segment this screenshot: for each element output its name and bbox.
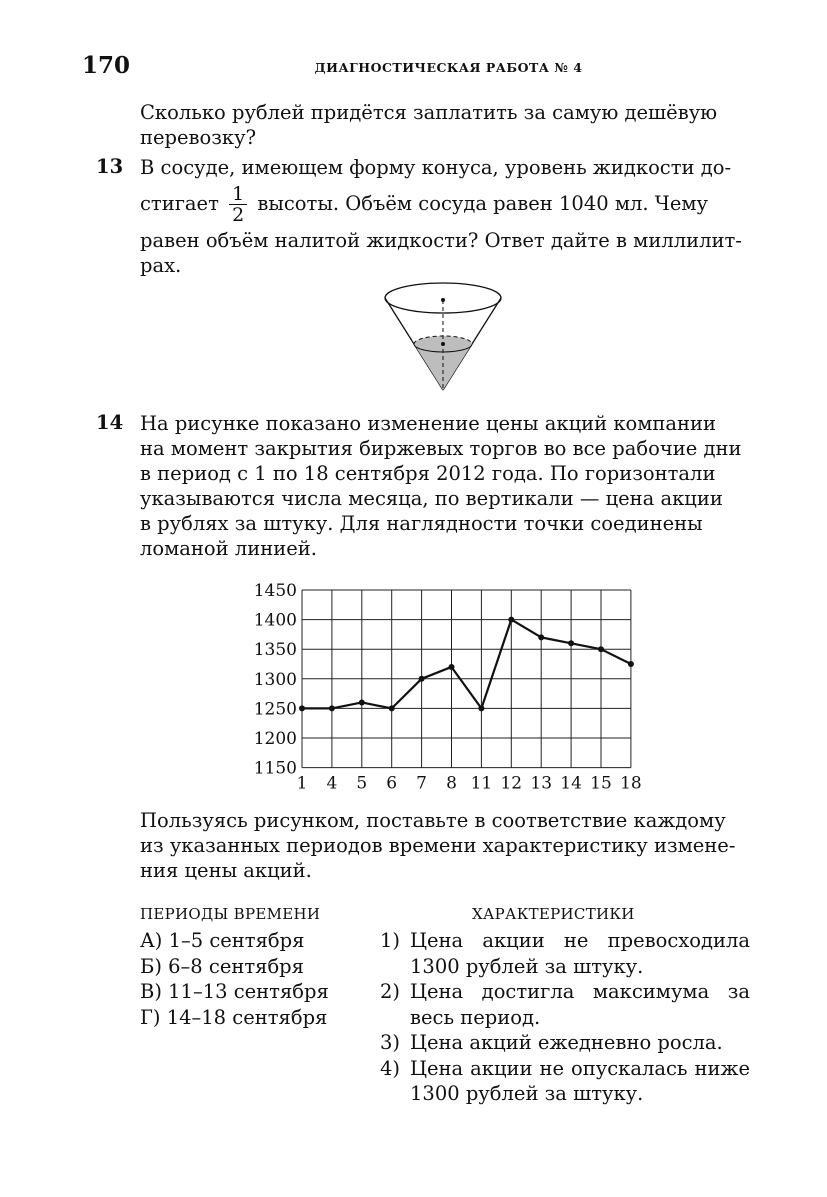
q12-line-1: Сколько рублей придётся заплатить за самую дешёвую [140,101,718,124]
q13-line-2-start: стигает [140,192,219,215]
characteristic-2-line-2: весь период. [410,1005,541,1029]
q14-line-5: в рублях за штуку. Для наглядности точки соединены [140,512,703,535]
x-tick-label: 8 [446,773,457,794]
data-point [449,664,455,670]
q13-text [140,155,750,278]
q14-after-line-1: Пользуясь рисунком, поставьте в соответствие каждому [140,809,726,832]
q14-after-line-3: ния цены акций. [140,859,312,882]
characteristic-3-number: 3) [380,1031,401,1054]
characteristic-1-line-2: 1300 рублей за штуку. [410,954,644,978]
periods-list [140,928,329,1030]
characteristic-1-number: 1) [380,929,401,952]
x-tick-label: 14 [560,773,582,794]
apex-top-point [441,298,445,302]
characteristic-1-line-1: Цена акции не превосходила [410,929,750,952]
data-point [598,646,604,652]
q14-instruction [140,808,750,883]
period-d: Г) 14–18 сентября [140,1005,328,1029]
data-point [628,661,634,667]
q12-line-2: перевозку? [140,126,257,149]
cone-figure [380,280,510,395]
q14-number: 14 [96,411,124,434]
data-point [508,617,514,623]
x-tick-label: 5 [356,773,368,794]
data-point [329,705,335,711]
q13-line-1: В сосуде, имеющем форму конуса, уровень жидкости до- [140,156,732,179]
characteristics-header: ХАРАКТЕРИСТИКИ [472,905,635,923]
period-c: В) 11–13 сентября [140,980,329,1003]
page-number: 170 [82,52,131,79]
period-a: А) 1–5 сентября [140,929,305,952]
y-tick-label: 1400 [253,610,297,631]
q14-after-line-2: из указанных периодов времени характеристику измене- [140,834,736,857]
period-b: Б) 6–8 сентября [140,954,304,978]
fraction-denominator: 2 [232,204,245,226]
characteristic-1 [380,928,750,979]
q13-line-2 [140,184,750,225]
y-tick-label: 1200 [253,729,297,749]
y-tick-label: 1450 [253,581,297,601]
characteristic-2 [380,979,750,1030]
characteristic-4 [380,1056,750,1107]
q13-number: 13 [96,155,124,178]
x-tick-label: 4 [326,773,338,794]
q14-line-3: в период с 1 по 18 сентября 2012 года. По горизонтали [140,462,716,485]
x-tick-label: 1 [296,773,308,794]
q14-line-2: на момент закрытия биржевых торгов во все рабочие дни [140,437,742,460]
characteristic-2-number: 2) [380,980,401,1003]
q14-line-4: указываются числа месяца, по вертикали — цена акции [140,487,723,510]
data-point [299,705,305,711]
q14-line-6: ломаной линией. [140,537,317,560]
characteristic-2-line-1: Цена достигла максимума за [410,980,750,1003]
running-header: ДИАГНОСТИЧЕСКАЯ РАБОТА № 4 [314,60,583,75]
y-tick-label: 1300 [253,669,297,690]
x-tick-label: 6 [386,773,398,794]
x-tick-label: 7 [416,773,428,794]
x-tick-label: 15 [590,773,612,794]
q13-line-2-end: высоты. Объём сосуда равен 1040 мл. Чему [257,192,709,215]
x-tick-label: 13 [530,773,553,794]
data-point [419,676,425,682]
characteristic-4-line-2: 1300 рублей за штуку. [410,1082,644,1105]
characteristics-list [380,928,750,1107]
q14-text [140,411,750,561]
q12-tail [140,100,750,150]
fraction-one-half [229,184,247,225]
y-tick-label: 1250 [253,699,297,720]
price-line [302,620,631,709]
liquid-center-point [441,342,445,346]
characteristic-3-line-1: Цена акций ежедневно росла. [410,1031,723,1054]
y-tick-label: 1150 [253,758,297,779]
data-point [478,705,484,711]
data-point [538,634,544,640]
characteristic-3 [380,1030,750,1056]
periods-header: ПЕРИОДЫ ВРЕМЕНИ [140,905,321,923]
characteristic-4-line-1: Цена акции не опускалась ниже [410,1056,750,1080]
x-tick-label: 12 [500,773,523,794]
stock-price-chart [230,575,650,795]
data-point [359,699,365,705]
fraction-numerator: 1 [229,184,247,205]
data-point [568,640,574,646]
characteristic-4-number: 4) [380,1056,401,1080]
q13-line-4: рах. [140,254,182,277]
y-tick-label: 1350 [253,640,297,661]
x-tick-label: 11 [470,773,493,794]
q13-line-3: равен объём налитой жидкости? Ответ дайте в миллилит- [140,229,742,252]
x-tick-label: 18 [620,773,642,794]
data-point [389,705,395,711]
q14-line-1: На рисунке показано изменение цены акций компании [140,412,717,435]
